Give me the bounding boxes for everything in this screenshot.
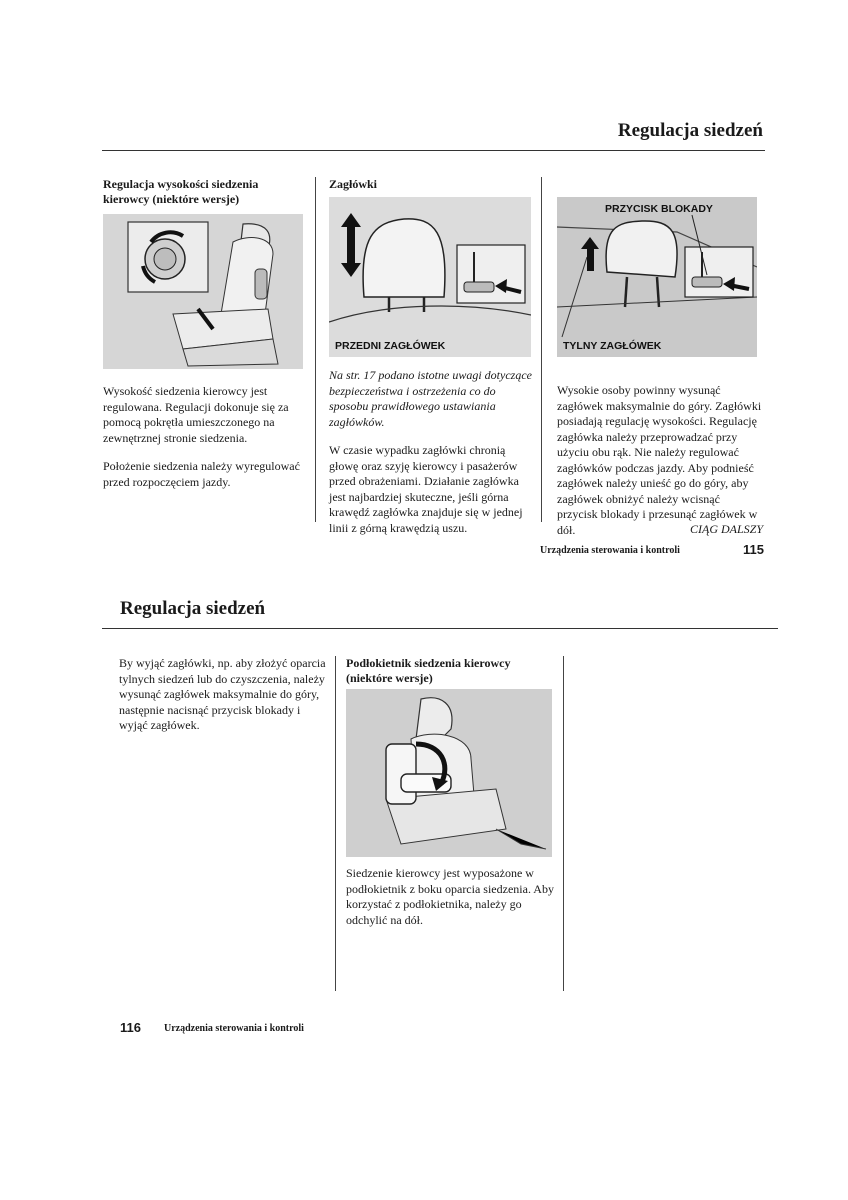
- column-divider-4: [563, 656, 564, 991]
- column-divider-3: [335, 656, 336, 991]
- remove-headrest-para: By wyjąć zagłówki, np. aby złożyć oparcia tylnych siedzeń lub do czyszczenia, należy wysunąć zagłówek maksymalnie do góry, następnie nacisnąć przycisk blokady i wyjąć zagłówek.: [119, 656, 326, 732]
- headrests-para: W czasie wypadku zagłówki chronią głowę oraz szyję kierowcy i pasażerów przed obrażeniami. Działanie zagłówka jest najbardziej skuteczne, jeśli górna krawędź zagłówka znajduje się w jednej linii z górną krawędzią uszu.: [329, 443, 523, 535]
- page-number-115: 115: [743, 542, 764, 557]
- column-divider-1: [315, 177, 316, 522]
- seat-height-heading: Regulacja wysokości siedzenia kierowcy (niektóre wersje): [103, 177, 259, 206]
- armrest-figure: [346, 689, 552, 857]
- page-number-116: 116: [120, 1020, 141, 1035]
- armrest-heading: Podłokietnik siedzenia kierowcy (niektóre wersje): [346, 656, 511, 685]
- rear-headrest-label: TYLNY ZAGŁÓWEK: [563, 340, 662, 352]
- header-rule-bottom: [102, 628, 778, 629]
- lock-button-label: PRZYCISK BLOKADY: [605, 203, 713, 215]
- seat-height-para2: Położenie siedzenia należy wyregulować przed rozpoczęciem jazdy.: [103, 459, 300, 489]
- seat-height-figure: [103, 214, 303, 369]
- footer-text-116: Urządzenia sterowania i kontroli: [164, 1023, 304, 1034]
- seat-height-para1: Wysokość siedzenia kierowcy jest regulowana. Regulacji dokonuje się za pomocą pokrętła umieszczonego na zewnętrznej stronie siedzenia.: [103, 384, 289, 445]
- continued-label: CIĄG DALSZY: [689, 522, 763, 536]
- headrests-safety-note: Na str. 17 podano istotne uwagi dotyczące bezpieczeństwa i ostrzeżenia co do sposobu prawidłowego ustawiania zagłówków.: [329, 368, 532, 429]
- header-rule-top: [102, 150, 765, 151]
- column-divider-2: [541, 177, 542, 522]
- page-title-top: Regulacja siedzeń: [617, 120, 763, 141]
- page-title-bottom: Regulacja siedzeń: [120, 598, 266, 619]
- footer-text-115: Urządzenia sterowania i kontroli: [540, 545, 680, 556]
- armrest-para: Siedzenie kierowcy jest wyposażone w podłokietnik z boku oparcia siedzenia. Aby korzystać z podłokietnika, należy go odchylić na dół.: [346, 866, 554, 927]
- front-headrest-figure: [329, 197, 531, 357]
- front-headrest-label: PRZEDNI ZAGŁÓWEK: [335, 340, 446, 352]
- headrests-heading: Zagłówki: [329, 177, 378, 191]
- rear-headrest-figure: [557, 197, 757, 357]
- rear-headrest-para: Wysokie osoby powinny wysunąć zagłówek maksymalnie do góry. Zagłówki posiadają regulację wysokości. Regulację zagłówka należy przeprowadzać przy użyciu obu rąk. Nie należy regulować zagłówków podczas jazdy. Aby podnieść zagłówek należy unieść go do góry, aby zagłówek obniżyć należy wcisnąć przycisk blokady i przesunąć zagłówek w dół.: [557, 383, 762, 537]
